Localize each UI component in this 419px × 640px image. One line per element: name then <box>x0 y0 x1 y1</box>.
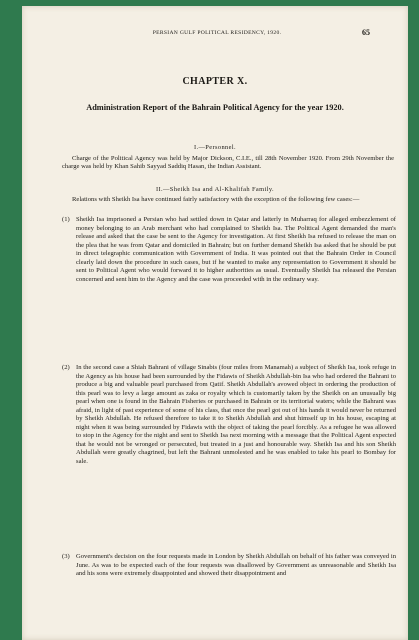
case-text: Government's decision on the four requests made in London by Sheikh Abdullah on behalf of his father was conveyed in June. As was to be expected each of the four requests was disallowed by Government as unreasonable and Sheikh Isa and his sons were extremely disappointed and showed their disappointment and <box>76 553 396 577</box>
case-number: (1) <box>62 216 70 223</box>
case-text: In the second case a Shiah Bahrani of village Sinabis (four miles from Manamah) a subject of Sheikh Isa, took refuge in the Agency as his house had been surrounded by the Fidawis of Sheikh Abdullah-bin Isa who had ordered the Bahrani to produce a big and valuable pearl purchased from Qatif. Sheikh Abdullah's avowed object in ordering the production of this pearl was to levy a large amount as zaka or royalty which is customarily taken by the Sheikh on an unusually big pearl when one is found in the Bahrain Fisheries or purchased in Bahrain or its territorial waters; while the Bahrani was afraid, in light of past experience of some of his class, that once the pearl got out of his hands it would never be returned by Sheikh Abdullah. He refused therefore to take it to Sheikh Abdullah and shut himself up in his house, escaping at night when it was being surrounded by Fidawis with the object of taking the pearl forcibly. As a refugee he was allowed to stop in the Agency for the night and sent to Sheikh Isa next morning with a message that the Political Agent expected that he would not be wronged or persecuted, but treated in a just and honourable way. Sheikh Isa and his son Sheikh Abdullah were greatly chagrined, but left the Bahrani unmolested and he was enabled to take his pearl to Bombay for sale. <box>76 364 396 465</box>
case-number: (3) <box>62 553 70 560</box>
frame-left <box>0 0 22 640</box>
personnel-paragraph: Charge of the Political Agency was held by Major Dickson, C.I.E., till 28th November 1920. From 29th November the charge was held by Khan Sahib Sayyad Saddiq Hasan, the Indian Assistant. <box>62 155 394 171</box>
case-item <box>62 553 396 579</box>
document-page <box>22 6 408 640</box>
case-item <box>62 364 396 466</box>
sheikh-isa-paragraph: Relations with Sheikh Isa have continued fairly satisfactory with the exception of the following few cases:— <box>72 196 360 203</box>
chapter-title: CHAPTER X. <box>182 76 248 87</box>
case-number: (2) <box>62 364 70 371</box>
section-heading-sheikh-isa: II.—Sheikh Isa and Al-Khalifah Family. <box>155 186 275 193</box>
running-head: PERSIAN GULF POLITICAL RESIDENCY, 1920. <box>152 30 282 36</box>
case-text: Sheikh Isa imprisoned a Persian who had settled down in Qatar and latterly in Muharraq for alleged embezzlement of money belonging to an Arab merchant who had complained to Sheikh Isa. The Political Agent demanded the man's release and asked that the case be sent to the Agency for investigation. At first Sheikh Isa refused to release the man on the plea that he was from Qatar and domiciled in Bahrain; but on further demand Sheikh Isa asked that he should be put in direct telegraphic communication with Government of India. It was pointed out that the Bahrain Order in Council clearly laid down the procedure in such cases, but if he wanted to make any representation to Government it should be sent to Political Agent who would forward it to higher authorities as usual. Eventually Sheikh Isa released the Persian concerned and sent him to the Agency and the case was proceeded with in the ordinary way. <box>76 216 396 283</box>
case-item <box>62 216 396 284</box>
report-heading: Administration Report of the Bahrain Political Agency for the year 1920. <box>86 103 344 112</box>
page-number: 65 <box>362 28 370 37</box>
section-heading-personnel: I.—Personnel. <box>193 144 237 151</box>
frame-right <box>408 0 419 640</box>
